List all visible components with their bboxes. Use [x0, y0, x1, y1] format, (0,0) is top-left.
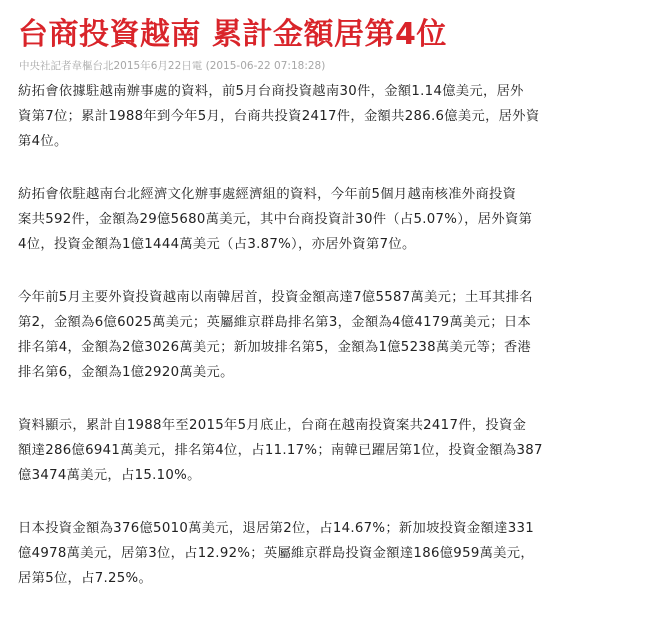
paragraph-line: 億4978萬美元，居第3位，占12.92%；英屬維京群島投資金額達186億959萬美元，	[18, 546, 534, 561]
paragraph-line: 紡拓會依駐越南台北經濟文化辦事處經濟組的資料，今年前5個月越南核准外商投資	[18, 187, 517, 202]
paragraph-line: 案共592件，金額為29億5680萬美元，其中台商投資計30件（占5.07%），居外資第	[18, 212, 533, 227]
paragraph-line: 億3474萬美元，占15.10%。	[18, 468, 201, 483]
paragraph-line: 排名第4，金額為2億3026萬美元；新加坡排名第5，金額為1億5238萬美元等；香港	[18, 340, 532, 355]
paragraph-line: 居第5位，占7.25%。	[18, 571, 153, 586]
news-article	[18, 0, 643, 591]
article-headline: 台商投資越南 累計金額居第4位	[18, 17, 447, 52]
article-paragraph	[18, 516, 643, 591]
article-byline: 中央社記者韋樞台北2015年6月22日電 (2015-06-22 07:18:28)	[19, 60, 326, 72]
paragraph-line: 資料顯示，累計自1988年至2015年5月底止，台商在越南投資案共2417件，投資金	[18, 418, 527, 433]
article-paragraph	[18, 182, 643, 257]
paragraph-line: 今年前5月主要外資投資越南以南韓居首，投資金額高達7億5587萬美元；土耳其排名	[18, 290, 533, 305]
paragraph-line: 4位，投資金額為1億1444萬美元（占3.87%），亦居外資第7位。	[18, 237, 416, 252]
paragraph-line: 第2，金額為6億6025萬美元；英屬維京群島排名第3，金額為4億4179萬美元；日本	[18, 315, 532, 330]
article-paragraph	[18, 413, 643, 488]
paragraph-line: 日本投資金額為376億5010萬美元，退居第2位，占14.67%；新加坡投資金額達331	[18, 521, 534, 536]
article-paragraph	[18, 79, 643, 154]
paragraph-line: 額達286億6941萬美元，排名第4位，占11.17%；南韓已躍居第1位，投資金額為387	[18, 443, 543, 458]
paragraph-line: 排名第6，金額為1億2920萬美元。	[18, 365, 234, 380]
paragraph-line: 紡拓會依據駐越南辦事處的資料，前5月台商投資越南30件，金額1.14億美元，居外	[18, 84, 524, 99]
paragraph-line: 資第7位；累計1988年到今年5月，台商共投資2417件，金額共286.6億美元，居外資	[18, 109, 540, 124]
paragraph-line: 第4位。	[18, 134, 68, 149]
article-paragraph	[18, 285, 643, 385]
